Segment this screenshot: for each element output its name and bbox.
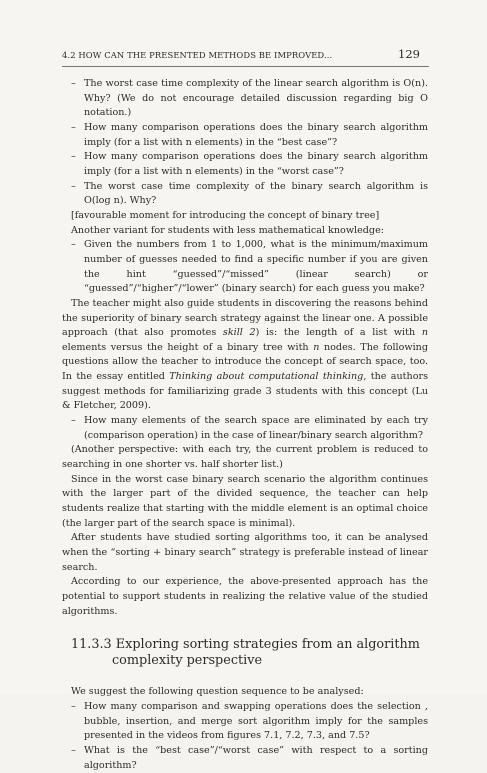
- note-binary-tree: [favourable moment for introducing the concept of binary tree]: [71, 209, 380, 221]
- list-item: – How many comparison operations does the binary search algorithm imply (for a list with n elements) in the “worst case”?: [71, 151, 428, 177]
- list-item: – The worst case time complexity of the linear search algorithm is O(n). Why? (We do not encourage detailed discussion regarding big O notation.): [71, 78, 428, 119]
- list-item: – How many comparison and swapping operations does the selection , bubble, insertion, and merge sort algorithm imply for the samples presented in the videos from figures 7.1, 7.2, 7.3, and 7.5?: [71, 700, 428, 742]
- list-item: – What is the “best case”/“worst case” with respect to a sorting algorithm?: [71, 744, 428, 771]
- paragraph: According to our experience, the above-presented approach has the potential to support students in realizing the relative value of the studied algorithms.: [62, 576, 428, 617]
- paragraph: Since in the worst case binary search scenario the algorithm continues with the larger part of the divided sequence, the teacher can help students realize that starting with the middle element is an optimal choice (the larger part of the search space is minimal).: [62, 473, 428, 529]
- running-header: 4.2 HOW CAN THE PRESENTED METHODS BE IMPROVED...: [62, 50, 333, 60]
- list-item: – Given the numbers from 1 to 1,000, what is the minimum/maximum number of guesses needed to find a specific number if you are given the hint “guessed”/“missed” (linear search) or “guessed”/“higher”/“lower” (binary search) for each guess you make?: [71, 239, 428, 295]
- paragraph: The teacher might also guide students in discovering the reasons behind the superiority of binary search strategy against the linear one. A possible approach (that also promotes skill 2) is: the length of a list with n elements versus the height of a binary tree with n nodes. The following questions allow the teacher to introduce the concept of search space, too. In the essay entitled Thinking about computational thinking, the authors suggest methods for familiarizing grade 3 students with this concept (Lu & Fletcher, 2009).: [62, 297, 428, 412]
- list-item: – How many comparison operations does the binary search algorithm imply (for a list with n elements) in the “best case”?: [71, 121, 428, 148]
- paragraph: After students have studied sorting algorithms too, it can be analysed when the “sorting + binary search” strategy is preferable instead of linear search.: [62, 532, 428, 573]
- list-item: – The worst case time complexity of the binary search algorithm is O(log n). Why?: [71, 180, 428, 207]
- page-number: 129: [398, 47, 420, 61]
- body-text: [62, 77, 428, 773]
- section-heading: 11.3.3 Exploring sorting strategies from an algorithm complexity perspective: [71, 637, 420, 668]
- paragraph: We suggest the following question sequence to be analysed:: [71, 686, 364, 698]
- essay-title: Thinking about computational thinking: [169, 371, 364, 383]
- paragraph: (Another perspective: with each try, the current problem is reduced to searching in one shorter vs. half shorter list.): [62, 444, 428, 471]
- header-rule: [62, 66, 429, 67]
- list-item: – How many elements of the search space are eliminated by each try (comparison operation) in the case of linear/binary search algorithm?: [71, 415, 428, 441]
- variant-intro: Another variant for students with less mathematical knowledge:: [71, 224, 384, 236]
